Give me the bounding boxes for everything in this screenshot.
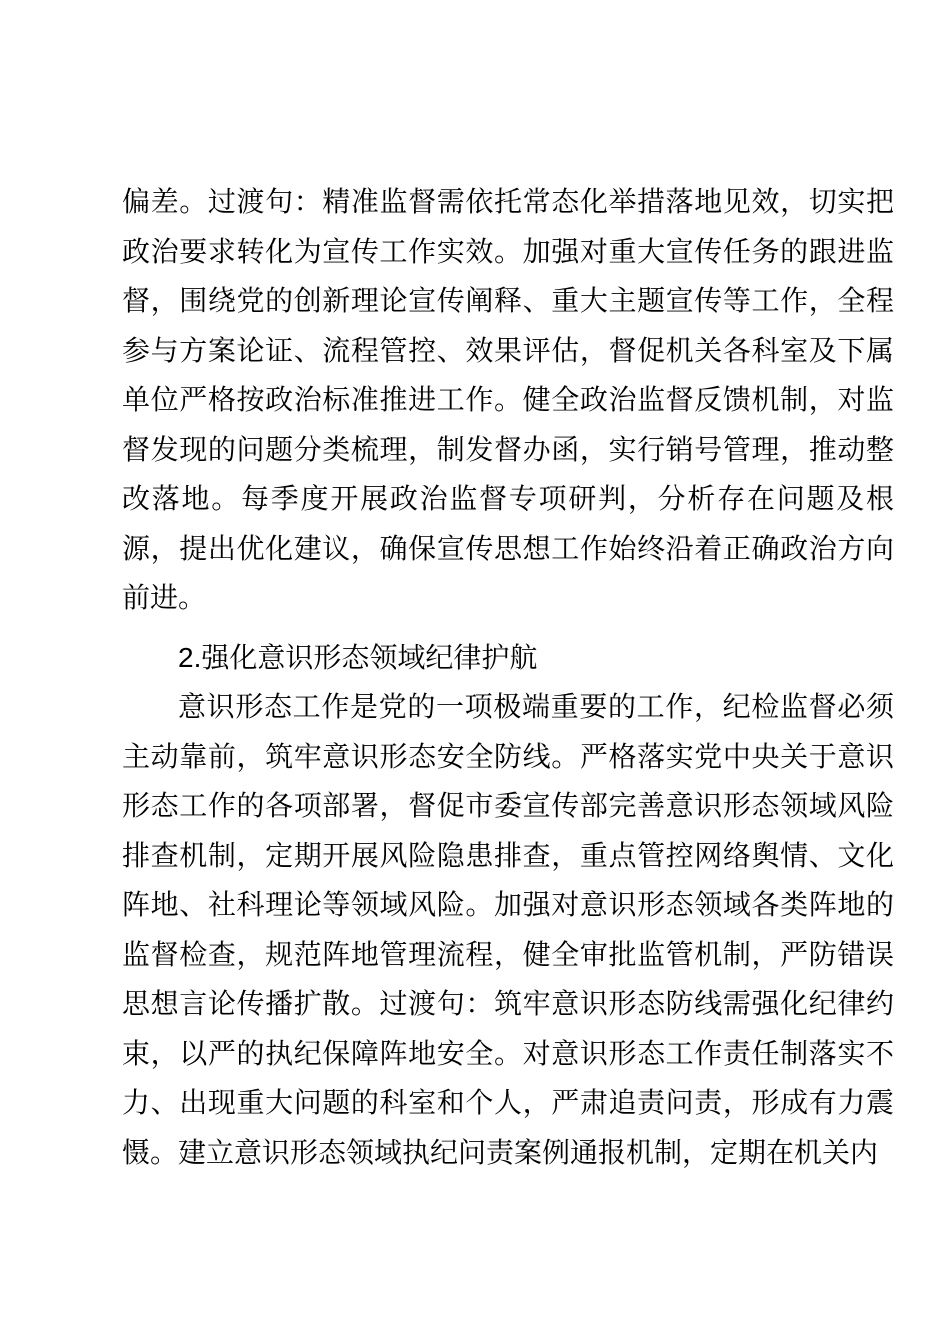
paragraph-body: 意识形态工作是党的一项极端重要的工作，纪检监督必须主动靠前，筑牢意识形态安全防线。严格落实党中央关于意识形态工作的各项部署，督促市委宣传部完善意识形态领域风险排查机制，定期开展风险隐患排查，重点管控网络舆情、文化阵地、社科理论等领域风险。加强对意识形态领域各类阵地的监督检查，规范阵地管理流程，健全审批监管机制，严防错误思想言论传播扩散。过渡句：筑牢意识形态防线需强化纪律约束，以严的执纪保障阵地安全。对意识形态工作责任制落实不力、出现重大问题的科室和个人，严肃追责问责，形成有力震慑。建立意识形态领域执纪问责案例通报机制，定期在机关内 bbox=[122, 691, 894, 1168]
section-heading: 2.强化意识形态领域纪律护航 bbox=[178, 641, 538, 673]
paragraph-continuation: 偏差。过渡句：精准监督需依托常态化举措落地见效，切实把政治要求转化为宣传工作实效。加强对重大宣传任务的跟进监督，围绕党的创新理论宣传阐释、重大主题宣传等工作，全程参与方案论证、流程管控、效果评估，督促机关各科室及下属单位严格按政治标准推进工作。健全政治监督反馈机制，对监督发现的问题分类梳理，制发督办函，实行销号管理，推动整改落地。每季度开展政治监督专项研判，分析存在问题及根源，提出优化建议，确保宣传思想工作始终沿着正确政治方向前进。 bbox=[122, 186, 894, 613]
